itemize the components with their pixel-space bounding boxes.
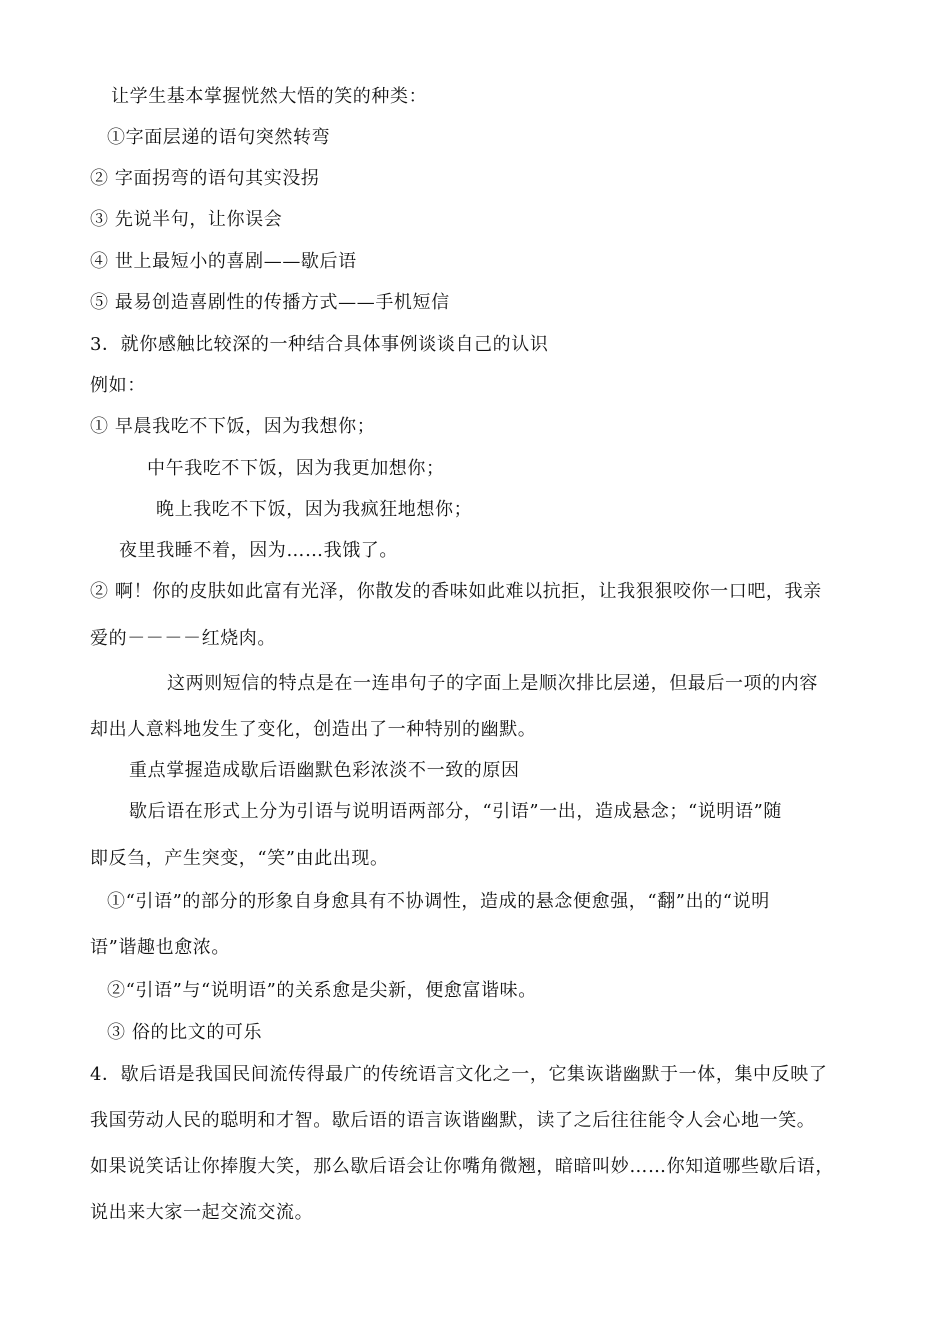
text-line: ③ 俗的比文的可乐: [107, 1022, 263, 1043]
text-line: 爱的－－－－红烧肉。: [90, 628, 276, 649]
text-line: ④ 世上最短小的喜剧——歇后语: [90, 251, 357, 272]
text-line: 却出人意料地发生了变化，创造出了一种特别的幽默。: [90, 719, 537, 740]
text-line: 让学生基本掌握恍然大悟的笑的种类：: [111, 86, 428, 107]
text-line: 例如：: [90, 375, 146, 396]
text-line: 重点掌握造成歇后语幽默色彩浓淡不一致的原因: [129, 760, 520, 781]
text-line: 歇后语在形式上分为引语与说明语两部分，“引语”一出，造成悬念；“说明语”随: [129, 801, 783, 822]
text-line: 晚上我吃不下饭，因为我疯狂地想你；: [156, 499, 473, 520]
text-line: 即反刍，产生突变，“笑”由此出现。: [90, 848, 389, 869]
text-line: 夜里我睡不着，因为……我饿了。: [119, 540, 398, 561]
text-line: 说出来大家一起交流交流。: [90, 1202, 314, 1223]
text-line: ② 字面拐弯的语句其实没拐: [90, 168, 320, 189]
text-line: ① 早晨我吃不下饭，因为我想你；: [90, 416, 376, 437]
text-line: 4．歇后语是我国民间流传得最广的传统语言文化之一，它集诙谐幽默于一体，集中反映了: [90, 1064, 828, 1085]
text-line: ⑤ 最易创造喜剧性的传播方式——手机短信: [90, 292, 450, 313]
text-line: ②“引语”与“说明语”的关系愈是尖新，便愈富谐味。: [107, 980, 537, 1001]
text-line: 语”谐趣也愈浓。: [90, 937, 231, 958]
text-line: 这两则短信的特点是在一连串句子的字面上是顺次排比层递，但最后一项的内容: [167, 673, 818, 694]
text-line: ①字面层递的语句突然转弯: [107, 127, 331, 148]
text-line: 我国劳动人民的聪明和才智。歇后语的语言诙谐幽默，读了之后往往能令人会心地一笑。: [90, 1110, 816, 1131]
text-line: ①“引语”的部分的形象自身愈具有不协调性，造成的悬念便愈强，“翻”出的“说明: [107, 891, 770, 912]
text-line: ② 啊！你的皮肤如此富有光泽，你散发的香味如此难以抗拒，让我狠狠咬你一口吧，我亲: [90, 581, 822, 602]
text-line: 如果说笑话让你捧腹大笑，那么歇后语会让你嘴角微翘，暗暗叫妙……你知道哪些歇后语，: [90, 1156, 834, 1177]
text-line: 中午我吃不下饭，因为我更加想你；: [147, 458, 445, 479]
text-line: 3．就你感触比较深的一种结合具体事例谈谈自己的认识: [90, 334, 549, 355]
text-line: ③ 先说半句，让你误会: [90, 209, 283, 230]
